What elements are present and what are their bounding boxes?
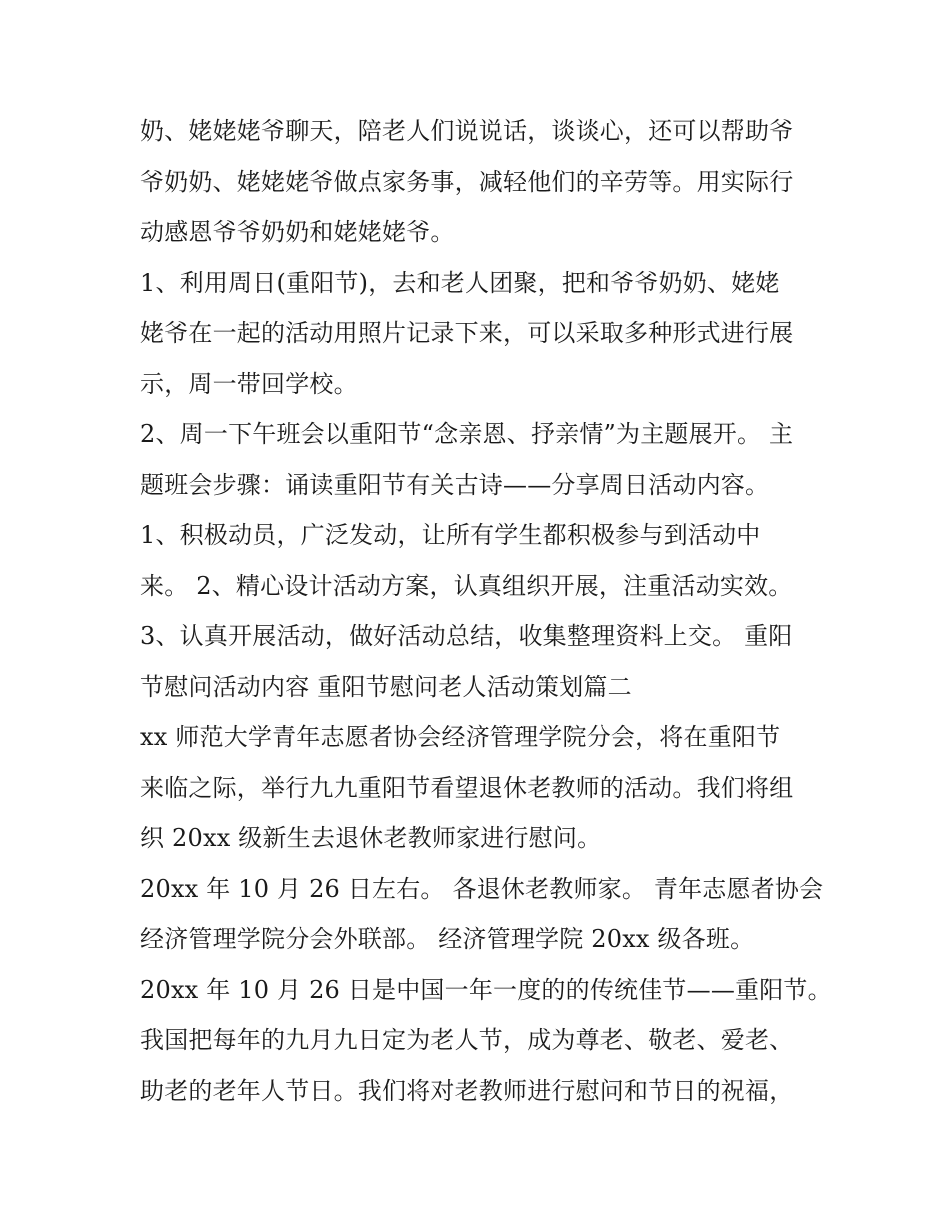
text-line-12: 节慰问活动内容 重阳节慰问老人活动策划篇二 — [140, 672, 632, 701]
text-line-13: xx 师范大学青年志愿者协会经济管理学院分会，将在重阳节 — [140, 723, 781, 751]
text-line-11: 3、认真开展活动，做好活动总结，收集整理资料上交。 重阳 — [140, 622, 793, 650]
text-line-9: 1、积极动员，广泛发动，让所有学生都积极参与到活动中 — [140, 521, 761, 549]
text-line-2: 爷奶奶、姥姥姥爷做点家务事，减轻他们的辛劳等。用实际行 — [140, 167, 794, 196]
text-line-3: 动感恩爷爷奶奶和姥姥姥爷。 — [140, 218, 455, 246]
text-line-7: 2、周一下午班会以重阳节“念亲恩、抒亲情”为主题展开。 主 — [140, 420, 794, 448]
text-line-1: 奶、姥姥姥爷聊天，陪老人们说说话，谈谈心，还可以帮助爷 — [140, 117, 794, 145]
text-line-16: 20xx 年 10 月 26 日左右。 各退休老教师家。 青年志愿者协会 — [140, 874, 824, 903]
text-line-4: 1、利用周日(重阳节)，去和老人团聚，把和爷爷奶奶、姥姥 — [140, 268, 780, 297]
text-line-5: 姥爷在一起的活动用照片记录下来，可以采取多种形式进行展 — [140, 319, 794, 347]
document-body — [140, 106, 832, 1116]
text-line-10: 来。 2、精心设计活动方案，认真组织开展，注重活动实效。 — [140, 571, 793, 600]
text-line-18: 20xx 年 10 月 26 日是中国一年一度的的传统佳节——重阳节。 — [140, 975, 832, 1004]
text-line-20: 助老的老年人节日。我们将对老教师进行慰问和节日的祝福， — [140, 1076, 794, 1105]
text-line-6: 示，周一带回学校。 — [140, 369, 358, 398]
text-line-15: 织 20xx 级新生去退休老教师家进行慰问。 — [140, 824, 602, 852]
text-line-14: 来临之际，举行九九重阳节看望退休老教师的活动。我们将组 — [140, 773, 794, 802]
text-line-19: 我国把每年的九月九日定为老人节，成为尊老、敬老、爱老、 — [140, 1026, 794, 1054]
text-line-8: 题班会步骤：诵读重阳节有关古诗——分享周日活动内容。 — [140, 470, 770, 499]
text-line-17: 经济管理学院分会外联部。 经济管理学院 20xx 级各班。 — [140, 925, 755, 953]
